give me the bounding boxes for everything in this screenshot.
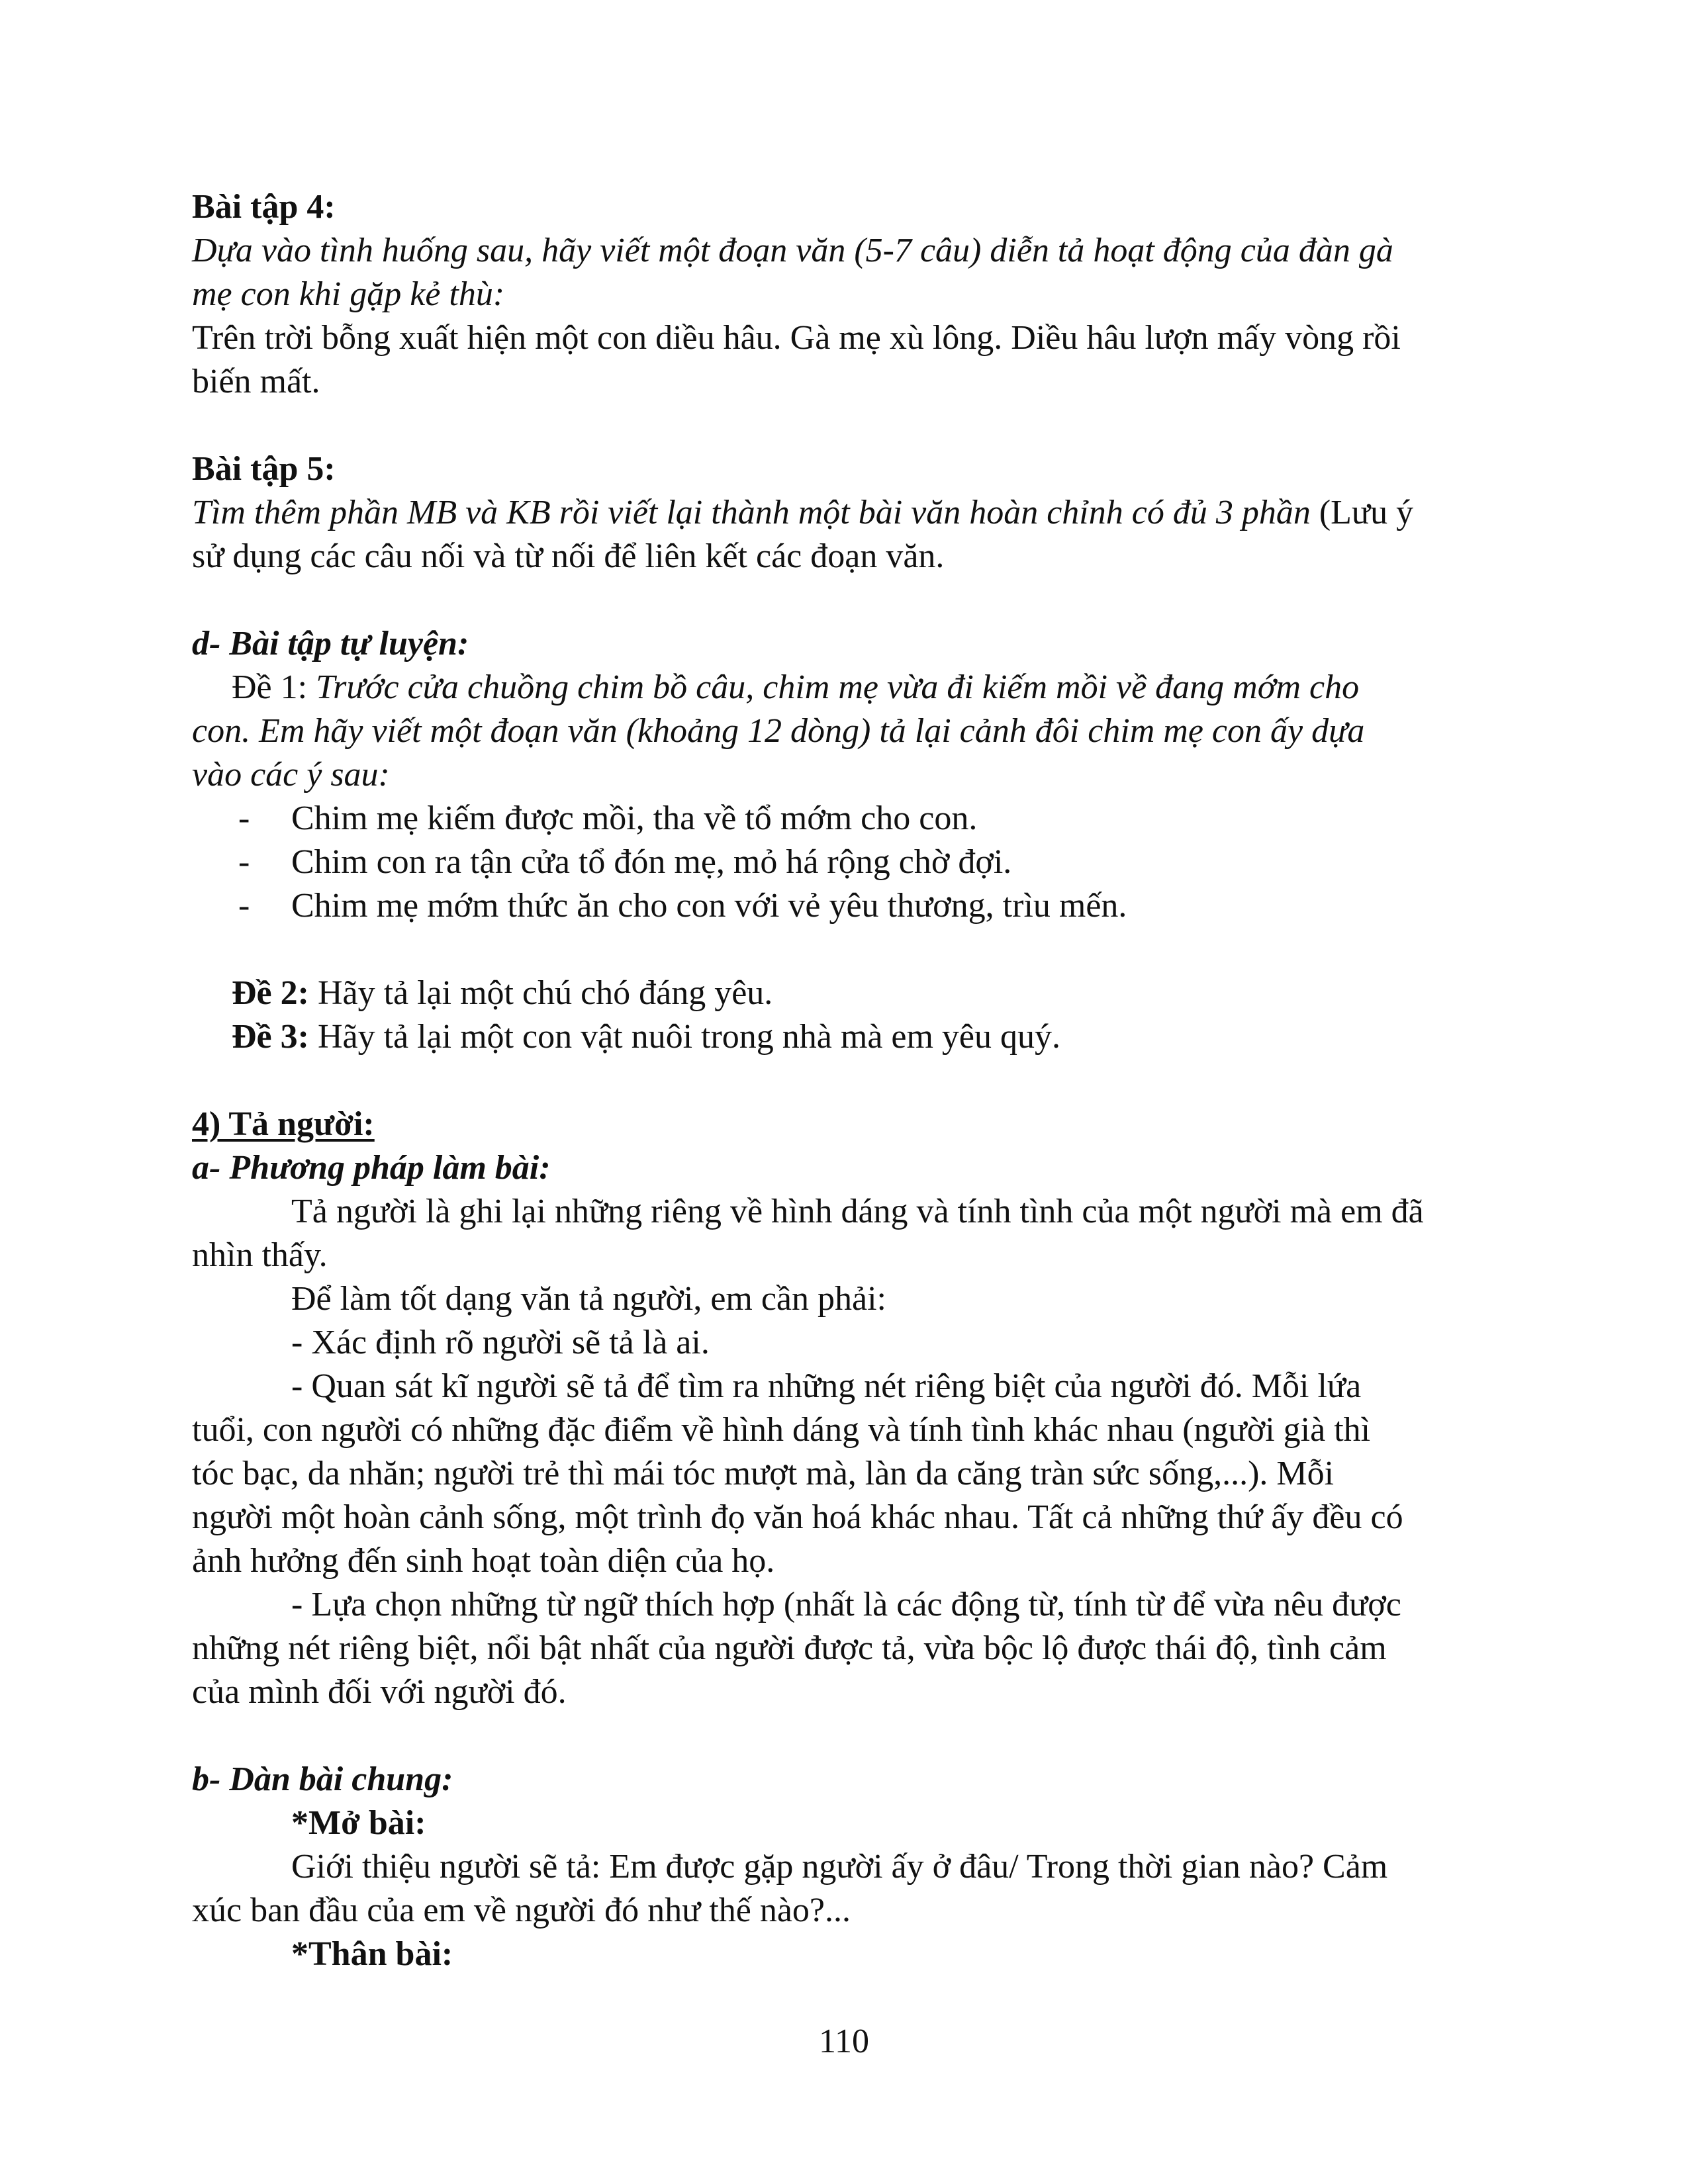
method-paragraph-1-line-1: Tả người là ghi lại những riêng về hình dáng và tính tình của một người mà em đã [291, 1193, 1424, 1230]
list-item-text: Chim mẹ kiếm được mồi, tha về tổ mớm cho con. [291, 799, 978, 837]
method-paragraph-5-line-2: những nét riêng biệt, nổi bật nhất của người được tả, vừa bộc lộ được thái độ, tình cảm [192, 1629, 1387, 1667]
introduction-heading: *Mở bài: [291, 1804, 426, 1842]
method-paragraph-4-line-5: ảnh hưởng đến sinh hoạt toàn diện của họ. [192, 1542, 775, 1580]
method-heading: a- Phương pháp làm bài: [192, 1149, 551, 1187]
topic-2 [192, 972, 1556, 1015]
method-paragraph-2: Để làm tốt dạng văn tả người, em cần phải: [291, 1280, 886, 1318]
bullet-dash: - [238, 843, 250, 881]
list-item [192, 884, 1556, 928]
list-item [192, 841, 1556, 884]
topic-1-line-1 [192, 666, 1556, 709]
page-content [192, 185, 1556, 1976]
exercise-4-prompt-line-2: mẹ con khi gặp kẻ thù: [192, 275, 505, 313]
method-paragraph-4-line-2: tuổi, con người có những đặc điểm về hình dáng và tính tình khác nhau (người già thì [192, 1411, 1371, 1449]
topic-2-text: Hãy tả lại một chú chó đáng yêu. [308, 974, 773, 1012]
exercise-5-prompt-line-1 [192, 491, 1556, 535]
topic-1-text: Trước cửa chuồng chim bồ câu, chim mẹ vừa đi kiếm mồi về đang mớm cho [316, 668, 1360, 706]
bullet-dash: - [238, 887, 250, 925]
method-paragraph-4-line-1: - Quan sát kĩ người sẽ tả để tìm ra những nét riêng biệt của người đó. Mỗi lứa [291, 1367, 1362, 1405]
topic-3-text: Hãy tả lại một con vật nuôi trong nhà mà em yêu quý. [308, 1018, 1061, 1056]
method-paragraph-4-line-3: tóc bạc, da nhăn; người trẻ thì mái tóc mượt mà, làn da căng tràn sức sống,...). Mỗi [192, 1455, 1335, 1492]
exercise-5-text-line-2: sử dụng các câu nối và từ nối để liên kết các đoạn văn. [192, 537, 945, 575]
bullet-dash: - [238, 799, 250, 837]
list-item [192, 797, 1556, 841]
exercise-5-prompt-italic: Tìm thêm phần MB và KB rồi viết lại thành một bài văn hoàn chỉnh có đủ 3 phần [192, 494, 1311, 531]
outline-heading: b- Dàn bài chung: [192, 1760, 453, 1798]
introduction-line-1: Giới thiệu người sẽ tả: Em được gặp người ấy ở đâu/ Trong thời gian nào? Cảm [291, 1848, 1388, 1886]
topic-3 [192, 1015, 1556, 1059]
exercise-4-text-line-2: biến mất. [192, 363, 320, 400]
topic-1-line-3: vào các ý sau: [192, 756, 390, 794]
topic-2-label: Đề 2: [232, 974, 309, 1012]
body-heading: *Thân bài: [291, 1935, 453, 1973]
topic-1-line-2: con. Em hãy viết một đoạn văn (khoảng 12 dòng) tả lại cảnh đôi chim mẹ con ấy dựa [192, 712, 1365, 750]
method-paragraph-4-line-4: người một hoàn cảnh sống, một trình đọ văn hoá khác nhau. Tất cả những thứ ấy đều có [192, 1498, 1403, 1536]
list-item-text: Chim mẹ mớm thức ăn cho con với vẻ yêu thương, trìu mến. [291, 887, 1127, 925]
exercise-5-heading: Bài tập 5: [192, 450, 336, 488]
method-paragraph-3: - Xác định rõ người sẽ tả là ai. [291, 1324, 710, 1361]
method-paragraph-5-line-3: của mình đối với người đó. [192, 1673, 567, 1711]
topic-3-label: Đề 3: [232, 1018, 309, 1056]
exercise-5-prompt-note: (Lưu ý [1310, 494, 1414, 531]
page-number: 110 [818, 2023, 870, 2060]
topic-1-label: Đề 1: [232, 668, 316, 706]
self-practice-heading: d- Bài tập tự luyện: [192, 625, 469, 662]
exercise-4-heading: Bài tập 4: [192, 188, 336, 226]
section-4-heading [192, 1103, 1556, 1146]
section-4-heading-text: 4) Tả người: [192, 1105, 375, 1143]
method-paragraph-5-line-1: - Lựa chọn những từ ngữ thích hợp (nhất là các động từ, tính từ để vừa nêu được [291, 1586, 1401, 1623]
method-paragraph-1-line-2: nhìn thấy. [192, 1236, 328, 1274]
exercise-4-text-line-1: Trên trời bỗng xuất hiện một con diều hâu. Gà mẹ xù lông. Diều hâu lượn mấy vòng rồi [192, 319, 1401, 357]
exercise-4-prompt-line-1: Dựa vào tình huống sau, hãy viết một đoạn văn (5-7 câu) diễn tả hoạt động của đàn gà [192, 232, 1393, 269]
introduction-line-2: xúc ban đầu của em về người đó như thế nào?... [192, 1891, 851, 1929]
list-item-text: Chim con ra tận cửa tổ đón mẹ, mỏ há rộng chờ đợi. [291, 843, 1012, 881]
